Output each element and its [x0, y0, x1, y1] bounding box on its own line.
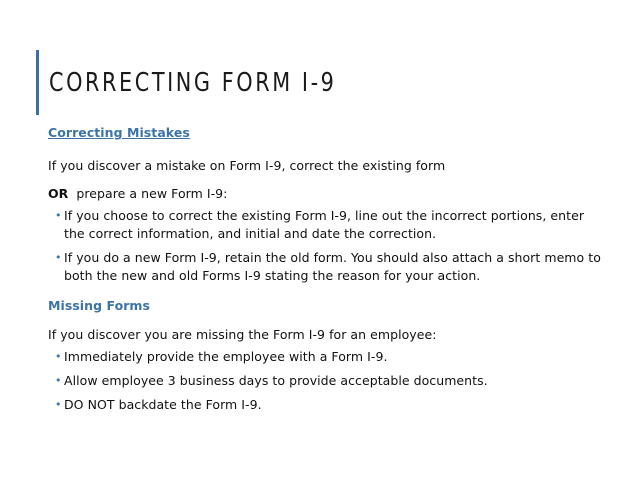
bullet-dot-icon: • [55, 350, 62, 363]
missing-bullet-list [48, 348, 608, 414]
section-heading-missing-forms: Missing Forms [48, 298, 150, 313]
list-item [48, 249, 608, 285]
bullet-dot-icon: • [55, 251, 62, 264]
slide-title: CORRECTING FORM I-9 [49, 68, 337, 98]
bullet-dot-icon: • [55, 209, 62, 222]
list-item [48, 207, 608, 243]
bullet-text: If you choose to correct the existing Form I-9, line out the incorrect portions, enter the correct information, and initial and date the correction. [64, 208, 585, 241]
or-line [48, 185, 608, 203]
list-item [48, 348, 608, 366]
bullet-text: Immediately provide the employee with a Form I-9. [64, 349, 388, 364]
correcting-bullet-list [48, 207, 608, 285]
or-text: prepare a new Form I-9: [76, 186, 228, 201]
section-heading-correcting-mistakes[interactable]: Correcting Mistakes [48, 125, 190, 140]
missing-intro: If you discover you are missing the Form I-9 for an employee: [48, 327, 437, 342]
correcting-intro: If you discover a mistake on Form I-9, correct the existing form [48, 158, 446, 173]
bullet-text: Allow employee 3 business days to provide acceptable documents. [64, 373, 488, 388]
list-item [48, 372, 608, 390]
list-item [48, 396, 608, 414]
slide-body [48, 124, 608, 426]
title-accent-bar [36, 50, 39, 115]
bullet-dot-icon: • [55, 374, 62, 387]
bullet-dot-icon: • [55, 398, 62, 411]
bullet-text: If you do a new Form I-9, retain the old form. You should also attach a short memo to both the new and old Forms I-9 stating the reason for your action. [64, 250, 601, 283]
bullet-text: DO NOT backdate the Form I-9. [64, 397, 262, 412]
or-label: OR [48, 186, 69, 201]
